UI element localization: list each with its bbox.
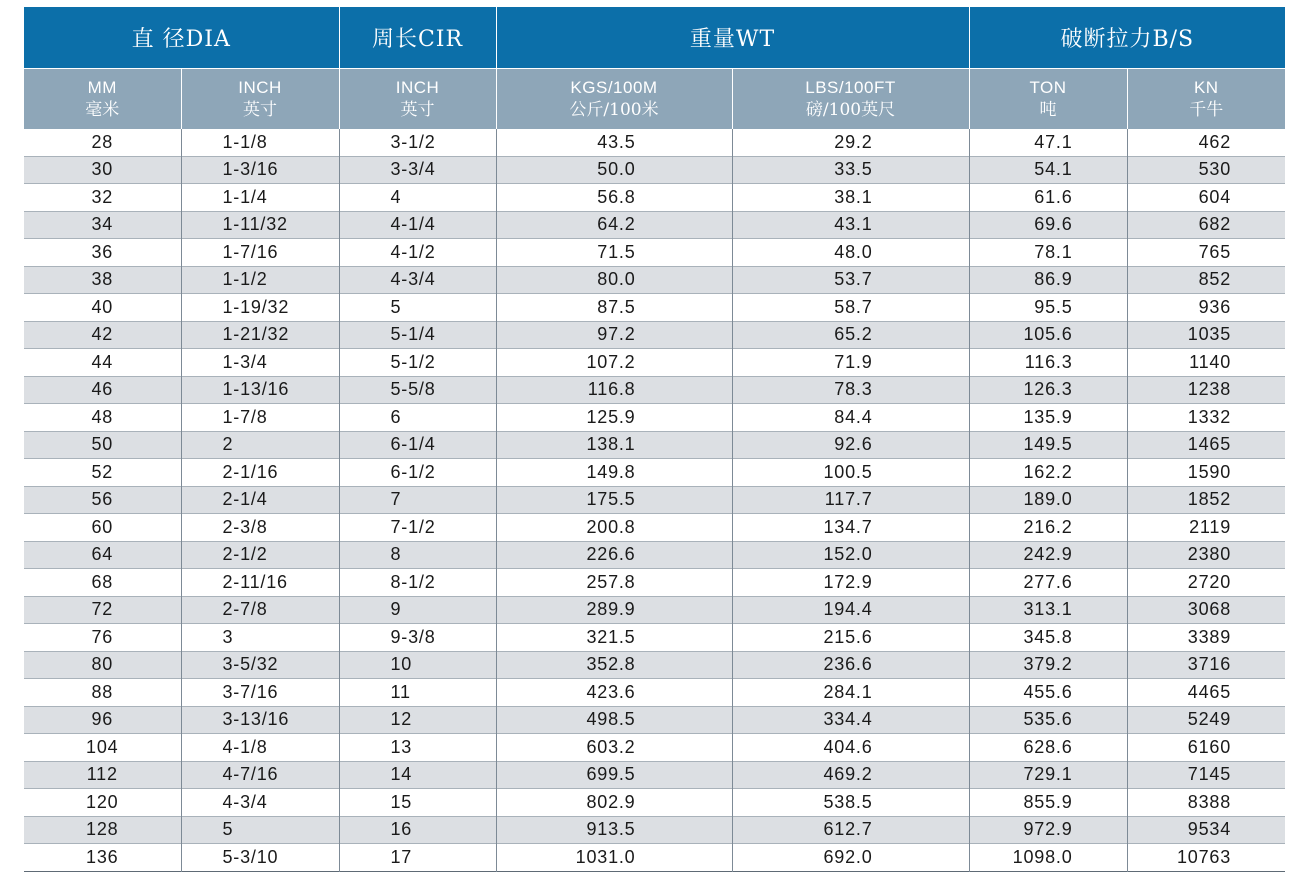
cell-weight-kgs: 56.8 bbox=[496, 184, 732, 212]
cell-breaking-ton: 105.6 bbox=[969, 321, 1127, 349]
cell-weight-kgs: 352.8 bbox=[496, 651, 732, 679]
cell-breaking-ton: 95.5 bbox=[969, 294, 1127, 322]
cell-diameter-mm: 120 bbox=[24, 789, 181, 817]
cell-breaking-kn: 2380 bbox=[1127, 541, 1285, 569]
cell-weight-kgs: 71.5 bbox=[496, 239, 732, 267]
cell-diameter-mm: 96 bbox=[24, 706, 181, 734]
table-row bbox=[24, 624, 1285, 652]
cell-breaking-kn: 1238 bbox=[1127, 376, 1285, 404]
header-diameter: 直 径DIA bbox=[24, 7, 339, 69]
table-row bbox=[24, 816, 1285, 844]
cell-diameter-inch: 2 bbox=[181, 431, 339, 459]
cell-breaking-kn: 1852 bbox=[1127, 486, 1285, 514]
cell-diameter-mm: 112 bbox=[24, 761, 181, 789]
table-row bbox=[24, 156, 1285, 184]
cell-weight-lbs: 117.7 bbox=[732, 486, 969, 514]
cell-weight-lbs: 65.2 bbox=[732, 321, 969, 349]
cell-weight-kgs: 257.8 bbox=[496, 569, 732, 597]
cell-diameter-mm: 42 bbox=[24, 321, 181, 349]
cell-circumference-inch: 6-1/2 bbox=[339, 459, 496, 487]
cell-diameter-inch: 3-7/16 bbox=[181, 679, 339, 707]
cell-diameter-inch: 2-3/8 bbox=[181, 514, 339, 542]
cell-breaking-kn: 462 bbox=[1127, 129, 1285, 156]
unit-label-en: KGS/100M bbox=[570, 78, 658, 97]
cell-diameter-mm: 32 bbox=[24, 184, 181, 212]
cell-circumference-inch: 5-1/4 bbox=[339, 321, 496, 349]
cell-weight-kgs: 802.9 bbox=[496, 789, 732, 817]
cell-weight-lbs: 78.3 bbox=[732, 376, 969, 404]
cell-weight-lbs: 100.5 bbox=[732, 459, 969, 487]
cell-breaking-kn: 2119 bbox=[1127, 514, 1285, 542]
cell-weight-kgs: 289.9 bbox=[496, 596, 732, 624]
cell-diameter-inch: 1-3/16 bbox=[181, 156, 339, 184]
table-row bbox=[24, 734, 1285, 762]
cell-diameter-inch: 2-1/2 bbox=[181, 541, 339, 569]
cell-circumference-inch: 4-1/2 bbox=[339, 239, 496, 267]
cell-weight-kgs: 43.5 bbox=[496, 129, 732, 156]
cell-circumference-inch: 9 bbox=[339, 596, 496, 624]
cell-weight-kgs: 80.0 bbox=[496, 266, 732, 294]
cell-diameter-mm: 34 bbox=[24, 211, 181, 239]
cell-weight-lbs: 194.4 bbox=[732, 596, 969, 624]
cell-diameter-inch: 1-19/32 bbox=[181, 294, 339, 322]
header-unit-row bbox=[24, 69, 1285, 130]
header-circumference: 周长CIR bbox=[339, 7, 496, 69]
table-row bbox=[24, 679, 1285, 707]
cell-circumference-inch: 4-1/4 bbox=[339, 211, 496, 239]
cell-breaking-ton: 1098.0 bbox=[969, 844, 1127, 872]
cell-breaking-ton: 149.5 bbox=[969, 431, 1127, 459]
rope-spec-table bbox=[24, 7, 1285, 872]
table-row bbox=[24, 514, 1285, 542]
cell-diameter-mm: 76 bbox=[24, 624, 181, 652]
cell-weight-lbs: 236.6 bbox=[732, 651, 969, 679]
cell-diameter-mm: 136 bbox=[24, 844, 181, 872]
cell-diameter-inch: 2-1/4 bbox=[181, 486, 339, 514]
cell-circumference-inch: 3-3/4 bbox=[339, 156, 496, 184]
unit-label-en: TON bbox=[1029, 78, 1067, 97]
cell-diameter-inch: 3-5/32 bbox=[181, 651, 339, 679]
cell-circumference-inch: 5-1/2 bbox=[339, 349, 496, 377]
cell-diameter-mm: 28 bbox=[24, 129, 181, 156]
cell-diameter-mm: 128 bbox=[24, 816, 181, 844]
unit-label-zh: 千牛 bbox=[1189, 100, 1224, 120]
cell-breaking-ton: 126.3 bbox=[969, 376, 1127, 404]
cell-weight-lbs: 71.9 bbox=[732, 349, 969, 377]
cell-breaking-kn: 1590 bbox=[1127, 459, 1285, 487]
cell-weight-kgs: 87.5 bbox=[496, 294, 732, 322]
cell-weight-kgs: 603.2 bbox=[496, 734, 732, 762]
cell-breaking-ton: 216.2 bbox=[969, 514, 1127, 542]
cell-circumference-inch: 5 bbox=[339, 294, 496, 322]
cell-weight-lbs: 84.4 bbox=[732, 404, 969, 432]
cell-diameter-inch: 5 bbox=[181, 816, 339, 844]
cell-breaking-ton: 972.9 bbox=[969, 816, 1127, 844]
cell-weight-kgs: 97.2 bbox=[496, 321, 732, 349]
cell-breaking-kn: 1465 bbox=[1127, 431, 1285, 459]
cell-breaking-kn: 682 bbox=[1127, 211, 1285, 239]
cell-diameter-mm: 80 bbox=[24, 651, 181, 679]
cell-breaking-kn: 5249 bbox=[1127, 706, 1285, 734]
cell-diameter-mm: 104 bbox=[24, 734, 181, 762]
cell-diameter-inch: 2-7/8 bbox=[181, 596, 339, 624]
cell-weight-kgs: 699.5 bbox=[496, 761, 732, 789]
header-breaking-strength: 破断拉力B/S bbox=[969, 7, 1285, 69]
cell-diameter-inch: 1-7/8 bbox=[181, 404, 339, 432]
unit-label-zh: 磅/100英尺 bbox=[805, 100, 896, 120]
cell-weight-kgs: 200.8 bbox=[496, 514, 732, 542]
table-row bbox=[24, 349, 1285, 377]
unit-header-cir-inch bbox=[339, 69, 496, 130]
cell-diameter-inch: 1-1/8 bbox=[181, 129, 339, 156]
cell-diameter-mm: 50 bbox=[24, 431, 181, 459]
cell-breaking-ton: 242.9 bbox=[969, 541, 1127, 569]
cell-breaking-kn: 3068 bbox=[1127, 596, 1285, 624]
cell-weight-lbs: 334.4 bbox=[732, 706, 969, 734]
header-group-row bbox=[24, 7, 1285, 69]
unit-header-kn bbox=[1127, 69, 1285, 130]
cell-breaking-ton: 345.8 bbox=[969, 624, 1127, 652]
cell-weight-kgs: 423.6 bbox=[496, 679, 732, 707]
unit-label-en: MM bbox=[87, 78, 117, 97]
cell-weight-lbs: 172.9 bbox=[732, 569, 969, 597]
table-header bbox=[24, 7, 1285, 129]
cell-weight-lbs: 284.1 bbox=[732, 679, 969, 707]
cell-breaking-kn: 10763 bbox=[1127, 844, 1285, 872]
cell-weight-lbs: 612.7 bbox=[732, 816, 969, 844]
cell-weight-lbs: 134.7 bbox=[732, 514, 969, 542]
cell-weight-kgs: 1031.0 bbox=[496, 844, 732, 872]
table-row bbox=[24, 569, 1285, 597]
cell-circumference-inch: 10 bbox=[339, 651, 496, 679]
table-row bbox=[24, 266, 1285, 294]
cell-circumference-inch: 7 bbox=[339, 486, 496, 514]
cell-weight-lbs: 43.1 bbox=[732, 211, 969, 239]
cell-weight-kgs: 913.5 bbox=[496, 816, 732, 844]
cell-circumference-inch: 11 bbox=[339, 679, 496, 707]
rope-spec-table-container bbox=[24, 7, 1285, 872]
cell-diameter-inch: 1-7/16 bbox=[181, 239, 339, 267]
cell-circumference-inch: 15 bbox=[339, 789, 496, 817]
cell-diameter-inch: 1-11/32 bbox=[181, 211, 339, 239]
cell-breaking-ton: 729.1 bbox=[969, 761, 1127, 789]
cell-weight-lbs: 58.7 bbox=[732, 294, 969, 322]
unit-header-lbs bbox=[732, 69, 969, 130]
cell-circumference-inch: 13 bbox=[339, 734, 496, 762]
cell-breaking-kn: 530 bbox=[1127, 156, 1285, 184]
cell-breaking-kn: 1140 bbox=[1127, 349, 1285, 377]
cell-breaking-kn: 4465 bbox=[1127, 679, 1285, 707]
table-row bbox=[24, 129, 1285, 156]
cell-breaking-ton: 47.1 bbox=[969, 129, 1127, 156]
cell-breaking-kn: 765 bbox=[1127, 239, 1285, 267]
cell-circumference-inch: 3-1/2 bbox=[339, 129, 496, 156]
unit-label-zh: 吨 bbox=[1039, 100, 1057, 120]
cell-breaking-kn: 1035 bbox=[1127, 321, 1285, 349]
cell-breaking-ton: 455.6 bbox=[969, 679, 1127, 707]
cell-breaking-ton: 379.2 bbox=[969, 651, 1127, 679]
table-row bbox=[24, 376, 1285, 404]
cell-circumference-inch: 9-3/8 bbox=[339, 624, 496, 652]
cell-breaking-ton: 855.9 bbox=[969, 789, 1127, 817]
unit-label-zh: 英寸 bbox=[243, 100, 277, 120]
cell-diameter-mm: 38 bbox=[24, 266, 181, 294]
cell-diameter-mm: 68 bbox=[24, 569, 181, 597]
cell-diameter-inch: 3-13/16 bbox=[181, 706, 339, 734]
cell-breaking-kn: 852 bbox=[1127, 266, 1285, 294]
cell-weight-kgs: 64.2 bbox=[496, 211, 732, 239]
cell-breaking-ton: 535.6 bbox=[969, 706, 1127, 734]
cell-circumference-inch: 14 bbox=[339, 761, 496, 789]
cell-weight-kgs: 321.5 bbox=[496, 624, 732, 652]
table-row bbox=[24, 596, 1285, 624]
cell-diameter-mm: 60 bbox=[24, 514, 181, 542]
table-row bbox=[24, 184, 1285, 212]
cell-weight-lbs: 538.5 bbox=[732, 789, 969, 817]
cell-breaking-ton: 277.6 bbox=[969, 569, 1127, 597]
cell-breaking-ton: 135.9 bbox=[969, 404, 1127, 432]
cell-circumference-inch: 12 bbox=[339, 706, 496, 734]
cell-circumference-inch: 8-1/2 bbox=[339, 569, 496, 597]
header-weight: 重量WT bbox=[496, 7, 969, 69]
unit-header-mm bbox=[24, 69, 181, 130]
cell-breaking-kn: 9534 bbox=[1127, 816, 1285, 844]
cell-circumference-inch: 4-3/4 bbox=[339, 266, 496, 294]
cell-diameter-mm: 46 bbox=[24, 376, 181, 404]
cell-breaking-ton: 54.1 bbox=[969, 156, 1127, 184]
cell-circumference-inch: 17 bbox=[339, 844, 496, 872]
table-row bbox=[24, 486, 1285, 514]
unit-header-ton bbox=[969, 69, 1127, 130]
cell-diameter-mm: 88 bbox=[24, 679, 181, 707]
cell-diameter-mm: 64 bbox=[24, 541, 181, 569]
unit-label-zh: 毫米 bbox=[85, 100, 120, 120]
unit-label-en: INCH bbox=[395, 78, 440, 97]
cell-diameter-inch: 2-1/16 bbox=[181, 459, 339, 487]
cell-diameter-mm: 48 bbox=[24, 404, 181, 432]
cell-weight-lbs: 33.5 bbox=[732, 156, 969, 184]
cell-weight-lbs: 92.6 bbox=[732, 431, 969, 459]
cell-breaking-ton: 628.6 bbox=[969, 734, 1127, 762]
cell-diameter-mm: 44 bbox=[24, 349, 181, 377]
cell-weight-kgs: 175.5 bbox=[496, 486, 732, 514]
cell-diameter-mm: 52 bbox=[24, 459, 181, 487]
cell-diameter-inch: 1-13/16 bbox=[181, 376, 339, 404]
cell-breaking-kn: 8388 bbox=[1127, 789, 1285, 817]
table-row bbox=[24, 706, 1285, 734]
cell-weight-lbs: 404.6 bbox=[732, 734, 969, 762]
cell-circumference-inch: 8 bbox=[339, 541, 496, 569]
table-row bbox=[24, 844, 1285, 872]
table-row bbox=[24, 294, 1285, 322]
cell-diameter-mm: 30 bbox=[24, 156, 181, 184]
cell-diameter-mm: 56 bbox=[24, 486, 181, 514]
cell-breaking-ton: 313.1 bbox=[969, 596, 1127, 624]
cell-weight-lbs: 215.6 bbox=[732, 624, 969, 652]
cell-weight-lbs: 469.2 bbox=[732, 761, 969, 789]
cell-breaking-ton: 61.6 bbox=[969, 184, 1127, 212]
unit-label-en: KN bbox=[1193, 78, 1219, 97]
cell-circumference-inch: 4 bbox=[339, 184, 496, 212]
cell-diameter-inch: 1-21/32 bbox=[181, 321, 339, 349]
table-row bbox=[24, 431, 1285, 459]
cell-weight-lbs: 48.0 bbox=[732, 239, 969, 267]
table-row bbox=[24, 321, 1285, 349]
cell-breaking-kn: 2720 bbox=[1127, 569, 1285, 597]
cell-diameter-mm: 40 bbox=[24, 294, 181, 322]
cell-breaking-ton: 162.2 bbox=[969, 459, 1127, 487]
cell-breaking-kn: 6160 bbox=[1127, 734, 1285, 762]
cell-weight-kgs: 50.0 bbox=[496, 156, 732, 184]
table-row bbox=[24, 404, 1285, 432]
cell-breaking-kn: 7145 bbox=[1127, 761, 1285, 789]
cell-weight-lbs: 53.7 bbox=[732, 266, 969, 294]
table-row bbox=[24, 211, 1285, 239]
cell-weight-kgs: 498.5 bbox=[496, 706, 732, 734]
cell-weight-lbs: 692.0 bbox=[732, 844, 969, 872]
cell-breaking-kn: 3389 bbox=[1127, 624, 1285, 652]
cell-breaking-ton: 86.9 bbox=[969, 266, 1127, 294]
table-row bbox=[24, 541, 1285, 569]
cell-circumference-inch: 7-1/2 bbox=[339, 514, 496, 542]
cell-weight-kgs: 125.9 bbox=[496, 404, 732, 432]
table-row bbox=[24, 651, 1285, 679]
cell-circumference-inch: 5-5/8 bbox=[339, 376, 496, 404]
unit-label-en: INCH bbox=[238, 78, 282, 97]
cell-circumference-inch: 6 bbox=[339, 404, 496, 432]
cell-diameter-mm: 36 bbox=[24, 239, 181, 267]
cell-breaking-ton: 189.0 bbox=[969, 486, 1127, 514]
cell-weight-kgs: 149.8 bbox=[496, 459, 732, 487]
cell-breaking-kn: 1332 bbox=[1127, 404, 1285, 432]
cell-weight-lbs: 29.2 bbox=[732, 129, 969, 156]
cell-weight-lbs: 152.0 bbox=[732, 541, 969, 569]
unit-label-zh: 公斤/100米 bbox=[569, 100, 659, 120]
unit-header-kgs bbox=[496, 69, 732, 130]
cell-diameter-inch: 1-1/2 bbox=[181, 266, 339, 294]
cell-breaking-ton: 116.3 bbox=[969, 349, 1127, 377]
table-body bbox=[24, 129, 1285, 871]
table-row bbox=[24, 239, 1285, 267]
cell-weight-kgs: 138.1 bbox=[496, 431, 732, 459]
cell-breaking-kn: 936 bbox=[1127, 294, 1285, 322]
cell-diameter-mm: 72 bbox=[24, 596, 181, 624]
cell-diameter-inch: 3 bbox=[181, 624, 339, 652]
unit-label-zh: 英寸 bbox=[400, 100, 435, 120]
cell-weight-lbs: 38.1 bbox=[732, 184, 969, 212]
cell-diameter-inch: 1-1/4 bbox=[181, 184, 339, 212]
table-row bbox=[24, 459, 1285, 487]
cell-circumference-inch: 16 bbox=[339, 816, 496, 844]
cell-diameter-inch: 4-1/8 bbox=[181, 734, 339, 762]
cell-circumference-inch: 6-1/4 bbox=[339, 431, 496, 459]
unit-header-dia-inch bbox=[181, 69, 339, 130]
cell-weight-kgs: 226.6 bbox=[496, 541, 732, 569]
cell-breaking-ton: 78.1 bbox=[969, 239, 1127, 267]
cell-breaking-kn: 3716 bbox=[1127, 651, 1285, 679]
cell-breaking-kn: 604 bbox=[1127, 184, 1285, 212]
cell-weight-kgs: 116.8 bbox=[496, 376, 732, 404]
cell-diameter-inch: 4-3/4 bbox=[181, 789, 339, 817]
cell-diameter-inch: 4-7/16 bbox=[181, 761, 339, 789]
unit-label-en: LBS/100FT bbox=[805, 78, 896, 97]
cell-diameter-inch: 5-3/10 bbox=[181, 844, 339, 872]
table-row bbox=[24, 789, 1285, 817]
cell-diameter-inch: 1-3/4 bbox=[181, 349, 339, 377]
cell-breaking-ton: 69.6 bbox=[969, 211, 1127, 239]
table-row bbox=[24, 761, 1285, 789]
cell-diameter-inch: 2-11/16 bbox=[181, 569, 339, 597]
cell-weight-kgs: 107.2 bbox=[496, 349, 732, 377]
